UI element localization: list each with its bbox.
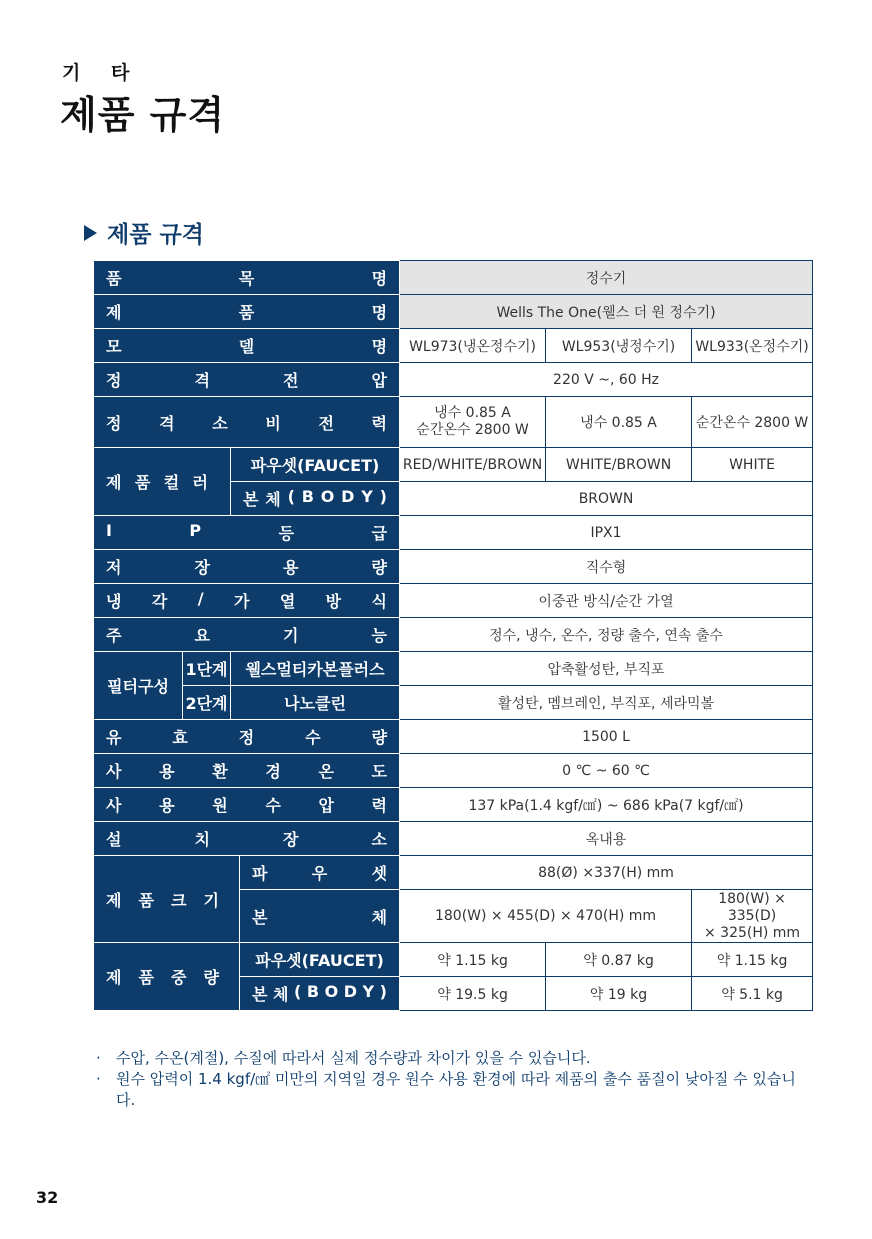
value-rated-power-3: 순간온수 2800 W: [692, 397, 813, 448]
label-weight-body: [240, 977, 400, 1011]
row-rated-power: [94, 397, 813, 448]
label-install: [94, 822, 400, 856]
label-char: (: [287, 487, 295, 506]
row-functions: [94, 618, 813, 652]
label-char: 명: [371, 337, 388, 356]
value-install: 옥내용: [400, 822, 813, 856]
label-char: 전: [283, 371, 299, 390]
value-rated-power-1: [400, 397, 546, 448]
value-size-body-a: 180(W) × 455(D) × 470(H) mm: [400, 890, 692, 943]
row-filter-2: [94, 686, 813, 720]
label-filter-stage1: 1단계: [183, 652, 231, 686]
spread-label: [94, 888, 239, 911]
label-char: 용: [159, 762, 175, 781]
row-temp: [94, 754, 813, 788]
row-rated-voltage: [94, 363, 813, 397]
label-char: B: [301, 487, 314, 506]
label-char: 수: [305, 728, 321, 747]
label-char: 장: [283, 830, 299, 849]
label-rated-voltage: [94, 363, 400, 397]
label-char: 급: [371, 524, 388, 543]
row-ip: [94, 516, 813, 550]
label-char: 본: [243, 490, 259, 509]
label-char: 등: [278, 524, 295, 543]
label-char: 품: [138, 968, 154, 987]
label-color: [94, 448, 231, 516]
spread-label: [94, 623, 399, 646]
label-char: O: [324, 982, 339, 1001]
label-char: 격: [159, 413, 175, 433]
value-weight-faucet-2: 약 0.87 kg: [546, 943, 692, 977]
label-char: 파: [252, 864, 268, 883]
label-char: 품: [238, 303, 255, 322]
spread-label: [94, 334, 399, 357]
value-weight-faucet-1: 약 1.15 kg: [400, 943, 546, 977]
label-char: 본: [252, 907, 268, 927]
label-char: 환: [212, 762, 228, 781]
label-functions: [94, 618, 400, 652]
value-filter-stage2: 활성탄, 멤브레인, 부직포, 세라믹볼: [400, 686, 813, 720]
label-char: B: [306, 982, 320, 1001]
value-size-body-b: [692, 890, 813, 943]
label-char: 사: [106, 796, 122, 815]
row-size-faucet: [94, 856, 813, 890]
page-title: 제품 규격: [60, 93, 226, 137]
label-char: 량: [203, 968, 219, 987]
label-char: 정: [106, 413, 122, 433]
label-char: 중: [171, 968, 187, 987]
label-char: ): [379, 982, 387, 1001]
value-size-faucet: 88(Ø) ×337(H) mm: [400, 856, 813, 890]
label-char: 러: [192, 473, 208, 492]
spread-label: [94, 411, 399, 434]
label-size: [94, 856, 240, 943]
label-filter: 필터구성: [94, 652, 183, 720]
row-color-faucet: [94, 448, 813, 482]
label-char: 각: [151, 592, 168, 611]
label-char: 저: [106, 558, 122, 577]
section-label: 기 타: [62, 62, 142, 84]
value-rated-power-1b: 순간온수 2800 W: [416, 422, 529, 438]
row-item: [94, 261, 813, 295]
note-text: 원수 압력이 1.4 kgf/㎠ 미만의 지역일 경우 원수 사용 환경에 따라 제품의 출수 품질이 낮아질 수 있습니다.: [116, 1070, 796, 1109]
label-char: (: [294, 982, 302, 1001]
label-char: D: [341, 487, 355, 506]
label-char: Y: [362, 982, 375, 1001]
spread-label: [231, 487, 399, 510]
value-temp: 0 ℃ ~ 60 ℃: [400, 754, 813, 788]
label-char: 모: [106, 337, 122, 356]
spread-label: [94, 300, 399, 323]
label-pressure: [94, 788, 400, 822]
spread-label: [94, 827, 399, 850]
label-char: 력: [371, 413, 388, 433]
spread-label: [240, 905, 399, 928]
label-char: 셋: [371, 864, 388, 883]
label-char: 도: [371, 762, 388, 781]
label-effective: [94, 720, 400, 754]
label-char: 효: [172, 728, 188, 747]
value-rated-voltage: 220 V ~, 60 Hz: [400, 363, 813, 397]
label-char: P: [189, 521, 202, 540]
label-char: 량: [371, 558, 388, 577]
spread-label: [94, 521, 399, 544]
label-char: 요: [194, 626, 210, 645]
note-bullet: ·: [96, 1070, 101, 1088]
value-pressure: 137 kPa(1.4 kgf/㎠) ~ 686 kPa(7 kgf/㎠): [400, 788, 813, 822]
label-char: 품: [134, 473, 151, 492]
label-char: 전: [318, 413, 334, 433]
label-char: 격: [194, 371, 210, 390]
label-char: 용: [283, 558, 299, 577]
label-char: O: [320, 487, 335, 506]
spread-label: [94, 589, 399, 612]
value-cooling: 이중관 방식/순간 가열: [400, 584, 813, 618]
row-model: [94, 329, 813, 363]
label-char: 우: [311, 864, 328, 883]
label-weight-faucet: 파우셋(FAUCET): [240, 943, 400, 977]
label-char: 정: [106, 371, 122, 390]
value-model-3: WL933(온정수기): [692, 329, 813, 363]
spread-label: [94, 793, 399, 816]
label-char: 온: [318, 762, 334, 781]
label-char: 주: [106, 626, 122, 645]
value-filter-stage1: 압축활성탄, 부직포: [400, 652, 813, 686]
label-char: 장: [194, 558, 210, 577]
value-effective: 1500 L: [400, 720, 813, 754]
row-install: [94, 822, 813, 856]
label-char: 목: [238, 269, 255, 288]
label-char: 명: [371, 269, 388, 288]
row-pressure: [94, 788, 813, 822]
label-char: 기: [283, 626, 299, 645]
spread-label: [94, 368, 399, 391]
row-weight-faucet: [94, 943, 813, 977]
value-storage: 직수형: [400, 550, 813, 584]
spread-label: [94, 725, 399, 748]
label-char: 컬: [163, 473, 180, 492]
label-color-faucet: 파우셋(FAUCET): [231, 448, 400, 482]
value-color-body: BROWN: [400, 482, 813, 516]
value-weight-body-3: 약 5.1 kg: [692, 977, 813, 1011]
value-functions: 정수, 냉수, 온수, 정량 출수, 연속 출수: [400, 618, 813, 652]
spread-label: [94, 759, 399, 782]
value-weight-faucet-3: 약 1.15 kg: [692, 943, 813, 977]
spread-label: [94, 965, 239, 988]
triangle-bullet-icon: [84, 225, 97, 241]
label-char: 제: [106, 303, 122, 322]
notes: [96, 1048, 796, 1111]
value-rated-power-2: 냉수 0.85 A: [546, 397, 692, 448]
label-char: 제: [106, 968, 122, 987]
label-char: 델: [238, 337, 255, 356]
sub-heading-text: 제품 규격: [107, 222, 204, 248]
value-size-body-b2: × 325(H) mm: [703, 924, 801, 941]
label-size-body: [240, 890, 400, 943]
label-char: 소: [212, 413, 228, 433]
value-color-faucet-3: WHITE: [692, 448, 813, 482]
value-model-1: WL973(냉온정수기): [400, 329, 546, 363]
label-filter-stage2-name: 나노클린: [231, 686, 400, 720]
value-product: Wells The One(웰스 더 원 정수기): [400, 295, 813, 329]
spread-label: [240, 982, 399, 1005]
label-char: 유: [106, 728, 122, 747]
label-char: 가: [233, 592, 250, 611]
spread-label: [94, 470, 230, 493]
label-char: 명: [371, 303, 388, 322]
spec-table: [93, 260, 813, 1011]
spread-label: [94, 555, 399, 578]
label-char: 용: [159, 796, 175, 815]
label-char: ): [379, 487, 387, 506]
label-char: 제: [106, 473, 122, 492]
label-char: 치: [194, 830, 210, 849]
label-color-body: [231, 482, 400, 516]
label-char: 본: [252, 985, 268, 1004]
label-filter-stage1-name: 웰스멀티카본플러스: [231, 652, 400, 686]
label-char: 정: [238, 728, 255, 747]
label-ip: [94, 516, 400, 550]
label-char: /: [197, 589, 204, 608]
label-char: 기: [203, 890, 219, 910]
label-filter-stage2: 2단계: [183, 686, 231, 720]
value-model-2: WL953(냉정수기): [546, 329, 692, 363]
label-char: I: [106, 521, 112, 540]
label-char: 제: [106, 890, 122, 910]
label-char: 체: [273, 985, 289, 1004]
label-char: 원: [212, 796, 228, 815]
label-model: [94, 329, 400, 363]
value-size-body-b1: 180(W) × 335(D): [718, 890, 786, 924]
value-weight-body-1: 약 19.5 kg: [400, 977, 546, 1011]
value-rated-power-1a: 냉수 0.85 A: [434, 405, 511, 421]
label-char: 체: [371, 907, 388, 927]
label-char: 품: [106, 269, 122, 288]
label-char: 압: [318, 796, 334, 815]
label-char: 냉: [106, 592, 122, 611]
row-storage: [94, 550, 813, 584]
spread-label: [240, 861, 399, 884]
label-char: 체: [265, 490, 281, 509]
page-number: 32: [36, 1188, 59, 1207]
row-cooling: [94, 584, 813, 618]
label-char: 비: [265, 413, 281, 433]
label-char: 수: [265, 796, 281, 815]
note-item: [96, 1048, 796, 1069]
label-weight: [94, 943, 240, 1011]
label-size-faucet: [240, 856, 400, 890]
value-ip: IPX1: [400, 516, 813, 550]
row-effective: [94, 720, 813, 754]
spread-label: [94, 266, 399, 289]
note-text: 수압, 수온(계절), 수질에 따라서 실제 정수량과 차이가 있을 수 있습니다.: [116, 1049, 591, 1067]
label-char: 압: [371, 371, 388, 390]
label-storage: [94, 550, 400, 584]
note-item: [96, 1069, 796, 1111]
label-rated-power: [94, 397, 400, 448]
note-bullet: ·: [96, 1049, 101, 1067]
label-char: 열: [279, 592, 296, 611]
row-filter-1: [94, 652, 813, 686]
label-char: 식: [371, 592, 387, 611]
sub-heading: [84, 216, 204, 249]
label-char: 품: [138, 890, 154, 910]
row-product: [94, 295, 813, 329]
label-temp: [94, 754, 400, 788]
label-char: 력: [371, 796, 388, 815]
value-item: 정수기: [400, 261, 813, 295]
value-color-faucet-1: RED/WHITE/BROWN: [400, 448, 546, 482]
label-cooling: [94, 584, 400, 618]
label-char: 방: [325, 592, 342, 611]
label-char: 크: [171, 890, 187, 910]
label-char: Y: [361, 487, 373, 506]
label-product: [94, 295, 400, 329]
value-color-faucet-2: WHITE/BROWN: [546, 448, 692, 482]
label-char: 설: [106, 830, 122, 849]
label-char: D: [343, 982, 357, 1001]
label-char: 능: [371, 626, 388, 645]
label-char: 경: [265, 762, 281, 781]
value-weight-body-2: 약 19 kg: [546, 977, 692, 1011]
label-item: [94, 261, 400, 295]
label-char: 소: [371, 830, 388, 849]
label-char: 량: [371, 728, 388, 747]
label-char: 사: [106, 762, 122, 781]
